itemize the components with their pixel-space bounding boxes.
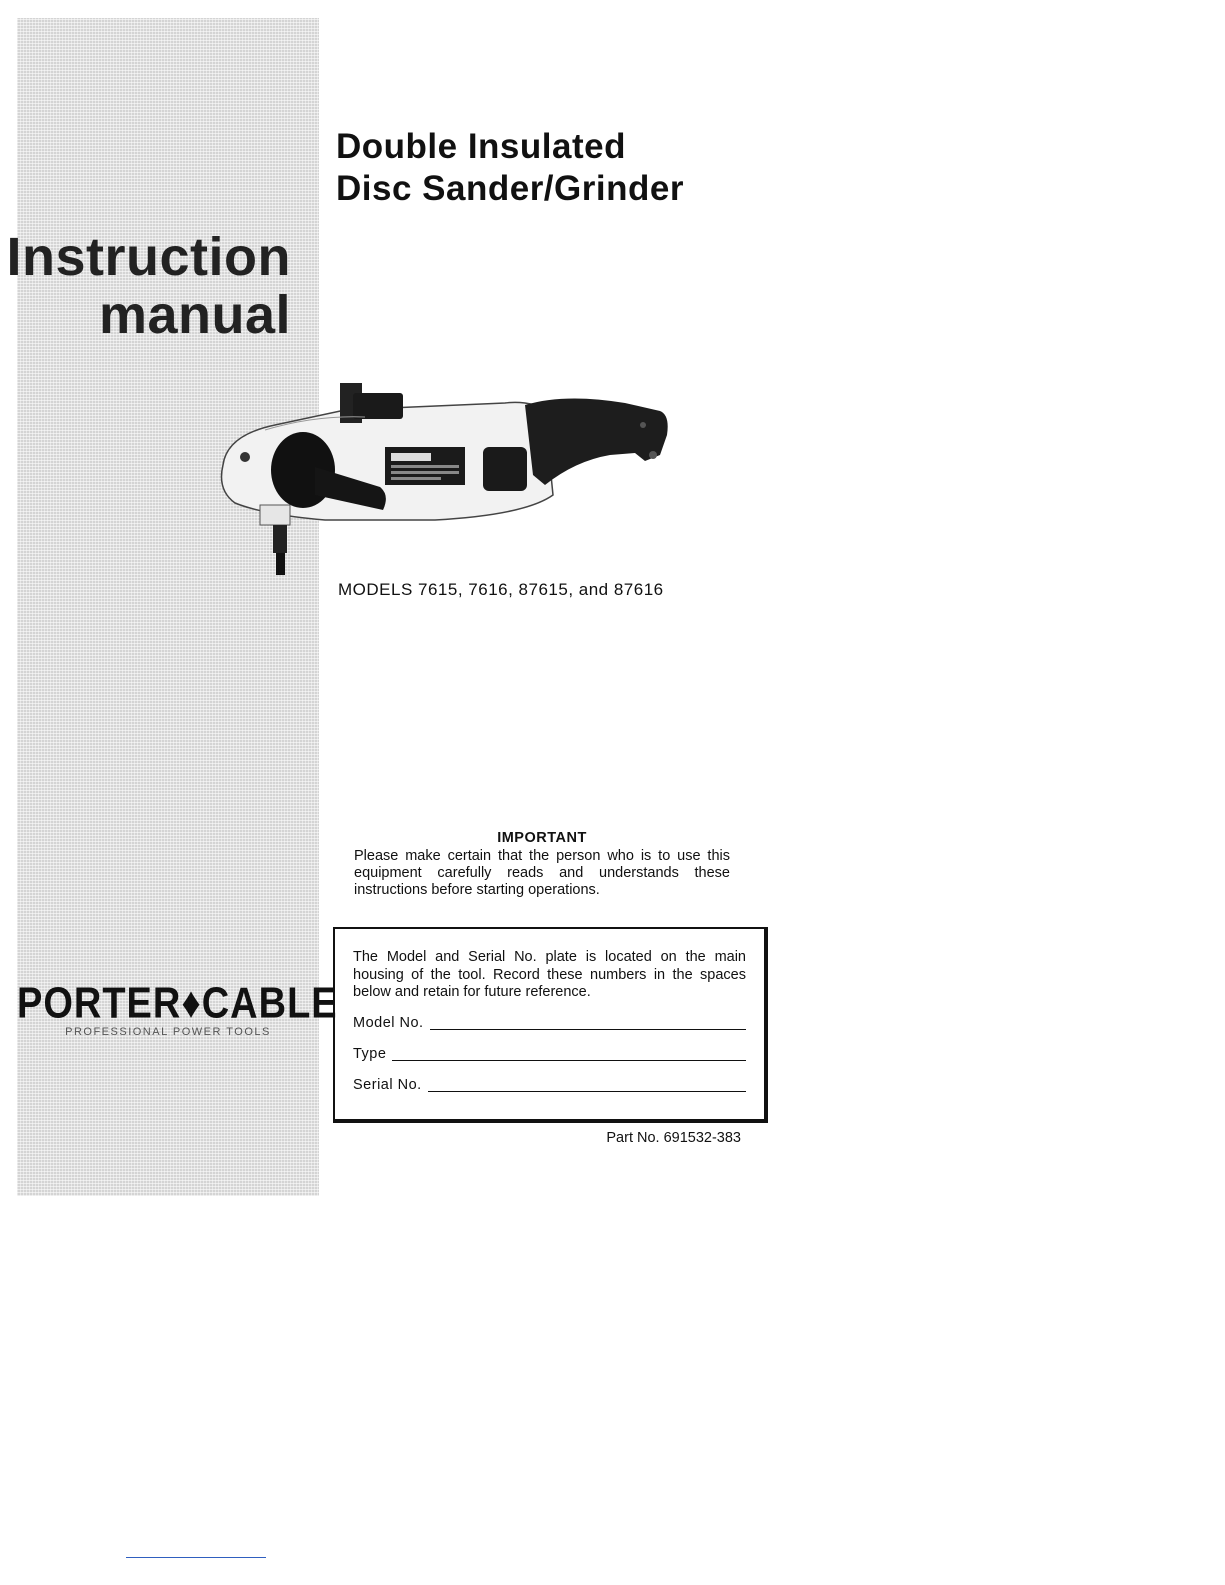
serial-no-field[interactable]: [353, 1078, 746, 1095]
important-heading: IMPORTANT: [497, 830, 587, 846]
brand-tagline: PROFESSIONAL POWER TOOLS: [65, 1026, 271, 1038]
product-title-line2: Disc Sander/Grinder: [336, 169, 684, 208]
instruction-manual-heading: [7, 228, 292, 344]
serial-no-label: Serial No.: [353, 1077, 422, 1093]
models-line: MODELS 7615, 7616, 87615, and 87616: [338, 580, 664, 599]
serial-record-box: [333, 927, 768, 1123]
model-no-field[interactable]: [353, 1016, 746, 1033]
brand-logo: [17, 979, 338, 1038]
product-title: [336, 126, 684, 210]
serial-no-blank-line[interactable]: [428, 1090, 746, 1092]
heading-line-manual: manual: [98, 285, 291, 345]
type-label: Type: [353, 1046, 387, 1062]
record-intro-text: The Model and Serial No. plate is located on the main housing of the tool. Record these numbers in the spaces below and retain for future reference.: [353, 949, 746, 1000]
model-no-label: Model No.: [353, 1015, 424, 1031]
cover-sidebar: [6, 18, 338, 1196]
model-no-blank-line[interactable]: [430, 1028, 746, 1030]
disc-sander-grinder-icon: [205, 375, 680, 585]
type-blank-line[interactable]: [392, 1059, 746, 1061]
product-title-line1: Double Insulated: [336, 127, 626, 166]
heading-line-instruction: Instruction: [6, 227, 291, 287]
part-number: Part No. 691532-383: [606, 1130, 741, 1146]
brand-name: PORTER♦CABLE: [17, 979, 338, 1029]
important-text: Please make certain that the person who is to use this equipment carefully reads and understands these instructions before starting operations.: [354, 848, 730, 898]
type-field[interactable]: [353, 1047, 746, 1064]
important-notice: [354, 830, 730, 899]
footer-rule: [126, 1557, 266, 1558]
